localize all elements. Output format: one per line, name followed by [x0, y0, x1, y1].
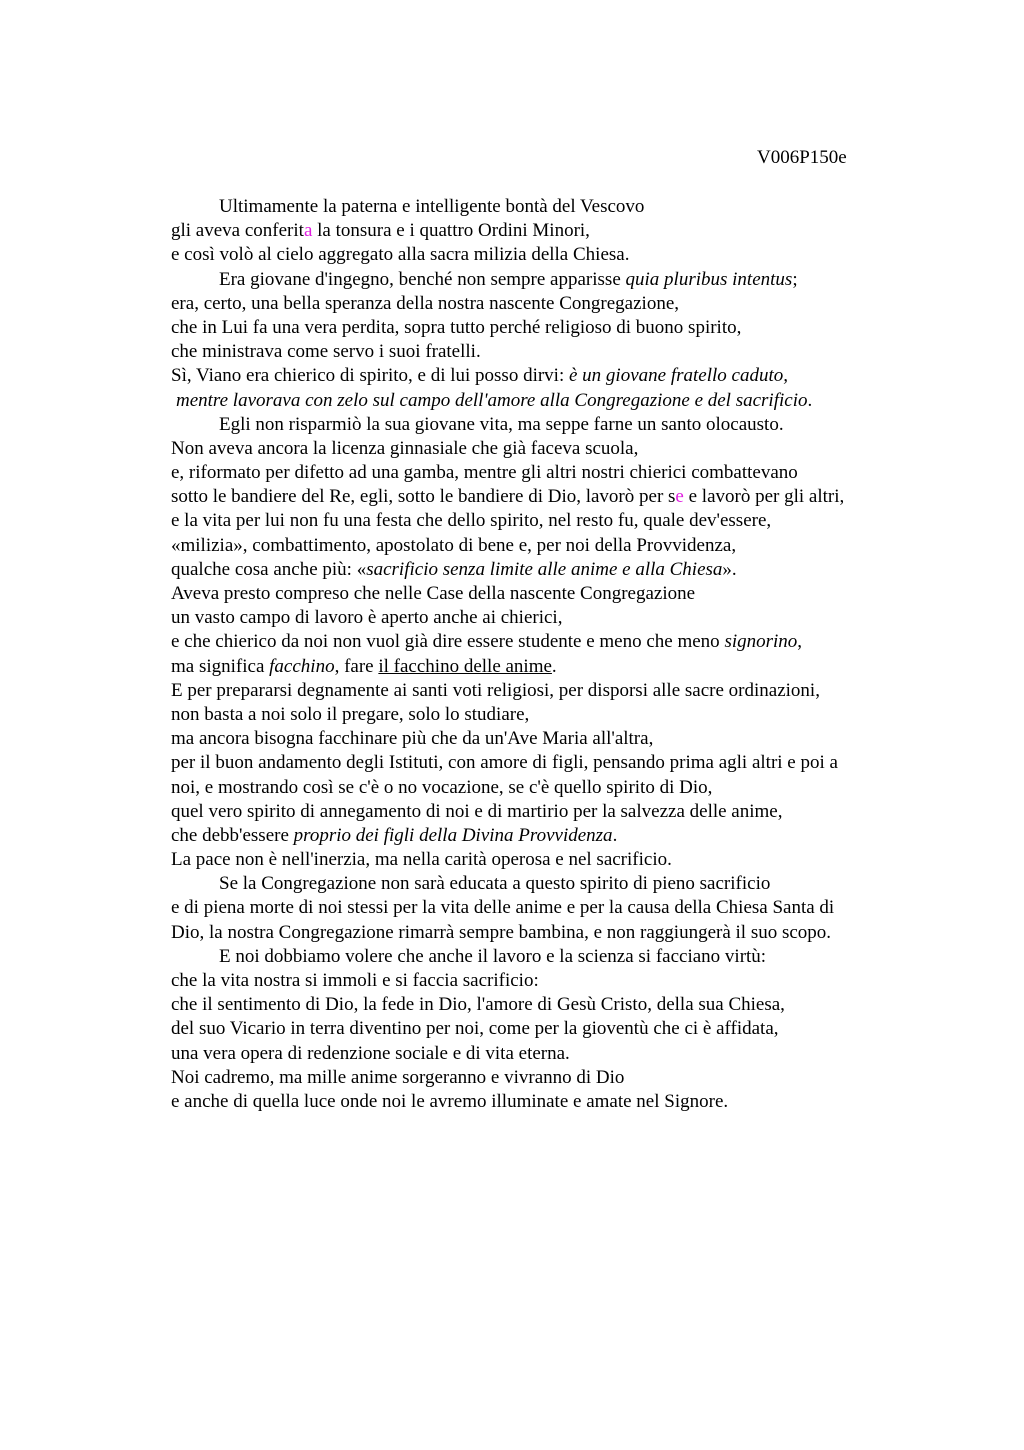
text-line	[171, 364, 931, 388]
text-segment: La pace non è nell'inerzia, ma nella carità operosa e nel sacrificio.	[171, 849, 672, 871]
text-segment: «milizia», combattimento, apostolato di bene e, per noi della Provvidenza,	[171, 534, 737, 556]
text-line	[171, 1017, 931, 1041]
italic-segment: proprio dei figli della Divina Provvidenza	[293, 824, 613, 846]
italic-segment: è un giovane fratello caduto,	[568, 365, 788, 387]
text-line	[171, 703, 931, 727]
text-line	[171, 461, 931, 485]
text-segment: .	[551, 655, 557, 677]
paragraph-start-line	[171, 945, 931, 969]
text-segment: per il buon andamento degli Istituti, con amore di figli, pensando prima agli altri e poi a	[171, 752, 838, 774]
italic-segment: mentre lavorava con zelo sul campo dell'amore alla Congregazione e del sacrificio	[176, 389, 808, 411]
text-segment: Se la Congregazione non sarà educata a questo spirito di pieno sacrificio	[219, 873, 771, 895]
text-segment: qualche cosa anche più: «	[171, 558, 367, 580]
text-line	[171, 534, 931, 558]
text-line	[171, 630, 931, 654]
text-segment: una vera opera di redenzione sociale e di vita eterna.	[171, 1042, 570, 1064]
text-segment: Era giovane d'ingegno, benché non sempre apparisse	[219, 268, 626, 290]
text-line	[171, 1042, 931, 1066]
text-segment: ,	[797, 631, 803, 653]
text-segment: del suo Vicario in terra diventino per noi, come per la gioventù che ci è affidata,	[171, 1018, 779, 1040]
highlighted-correction: e	[675, 486, 684, 508]
text-segment: la tonsura e i quattro Ordini Minori,	[312, 220, 590, 242]
text-line	[171, 606, 931, 630]
text-segment: quel vero spirito di annegamento di noi e di martirio per la salvezza delle anime,	[171, 800, 783, 822]
text-line	[171, 389, 931, 413]
text-line	[171, 776, 931, 800]
text-segment: non basta a noi solo il pregare, solo lo studiare,	[171, 703, 530, 725]
text-segment: .	[612, 824, 618, 846]
italic-segment: facchino	[269, 655, 335, 677]
text-line	[171, 437, 931, 461]
paragraph-start-line	[171, 195, 931, 219]
text-segment: ma significa	[171, 655, 270, 677]
text-line	[171, 292, 931, 316]
text-segment: e, riformato per difetto ad una gamba, mentre gli altri nostri chierici combattevano	[171, 462, 798, 484]
italic-segment: signorino	[724, 631, 798, 653]
text-line	[171, 1066, 931, 1090]
text-segment: e così volò al cielo aggregato alla sacra milizia della Chiesa.	[171, 244, 630, 266]
text-line	[171, 969, 931, 993]
text-line	[171, 921, 931, 945]
paragraph-start-line	[171, 872, 931, 896]
text-segment: e anche di quella luce onde noi le avremo illuminate e amate nel Signore.	[171, 1090, 729, 1112]
text-segment: Noi cadremo, ma mille anime sorgeranno e vivranno di Dio	[171, 1066, 625, 1088]
text-segment: Non aveva ancora la licenza ginnasiale che già faceva scuola,	[171, 437, 639, 459]
text-segment: che il sentimento di Dio, la fede in Dio, l'amore di Gesù Cristo, della sua Chiesa,	[171, 994, 785, 1016]
text-segment: e la vita per lui non fu una festa che dello spirito, nel resto fu, quale dev'essere,	[171, 510, 772, 532]
text-line	[171, 824, 931, 848]
paragraph-start-line	[171, 268, 931, 292]
text-segment: che ministrava come servo i suoi fratelli.	[171, 341, 481, 363]
text-segment: che debb'essere	[171, 824, 294, 846]
text-segment: era, certo, una bella speranza della nostra nascente Congregazione,	[171, 292, 679, 314]
text-line	[171, 219, 931, 243]
text-segment: sotto le bandiere del Re, egli, sotto le bandiere di Dio, lavorò per s	[171, 486, 676, 508]
italic-segment: quia pluribus intentus	[625, 268, 793, 290]
text-segment: e di piena morte di noi stessi per la vita delle anime e per la causa della Chiesa Santa di	[171, 897, 835, 919]
text-line	[171, 727, 931, 751]
page-code: V006P150e	[757, 147, 847, 168]
italic-segment: sacrificio senza limite alle anime e alla Chiesa	[366, 558, 723, 580]
text-segment: ;	[792, 268, 798, 290]
text-line	[171, 316, 931, 340]
text-line	[171, 243, 931, 267]
text-segment: ma ancora bisogna facchinare più che da un'Ave Maria all'altra,	[171, 728, 654, 750]
text-segment: e lavorò per gli altri,	[683, 486, 845, 508]
text-line	[171, 485, 931, 509]
text-line	[171, 800, 931, 824]
underlined-segment: il facchino delle anime	[378, 655, 552, 677]
text-segment: noi, e mostrando così se c'è o no vocazione, se c'è quello spirito di Dio,	[171, 776, 713, 798]
text-line	[171, 679, 931, 703]
text-line	[171, 558, 931, 582]
text-line	[171, 751, 931, 775]
text-line	[171, 896, 931, 920]
text-segment: un vasto campo di lavoro è aperto anche ai chierici,	[171, 607, 563, 629]
text-line	[171, 848, 931, 872]
highlighted-correction: a	[303, 220, 313, 242]
document-body	[171, 195, 931, 1114]
text-segment: .	[807, 389, 813, 411]
text-segment: Sì, Viano era chierico di spirito, e di lui posso dirvi:	[171, 365, 569, 387]
text-line	[171, 340, 931, 364]
text-segment: Egli non risparmiò la sua giovane vita, ma seppe farne un santo olocausto.	[219, 413, 784, 435]
text-segment: gli aveva conferit	[171, 220, 304, 242]
text-segment: che in Lui fa una vera perdita, sopra tutto perché religioso di buono spirito,	[171, 316, 742, 338]
text-line	[171, 1090, 931, 1114]
text-segment: ».	[722, 558, 737, 580]
text-segment: e che chierico da noi non vuol già dire essere studente e meno che meno	[171, 631, 725, 653]
paragraph-start-line	[171, 413, 931, 437]
text-line	[171, 582, 931, 606]
text-segment: , fare	[334, 655, 379, 677]
text-segment: E noi dobbiamo volere che anche il lavoro e la scienza si facciano virtù:	[219, 945, 767, 967]
text-segment: E per prepararsi degnamente ai santi voti religiosi, per disporsi alle sacre ordinazioni,	[171, 679, 820, 701]
text-segment: Dio, la nostra Congregazione rimarrà sempre bambina, e non raggiungerà il suo scopo.	[171, 921, 832, 943]
text-line	[171, 993, 931, 1017]
text-line	[171, 509, 931, 533]
text-line	[171, 655, 931, 679]
text-segment: che la vita nostra si immoli e si faccia sacrificio:	[171, 970, 539, 991]
text-segment: Aveva presto compreso che nelle Case della nascente Congregazione	[171, 583, 696, 604]
text-segment: Ultimamente la paterna e intelligente bontà del Vescovo	[219, 196, 645, 217]
